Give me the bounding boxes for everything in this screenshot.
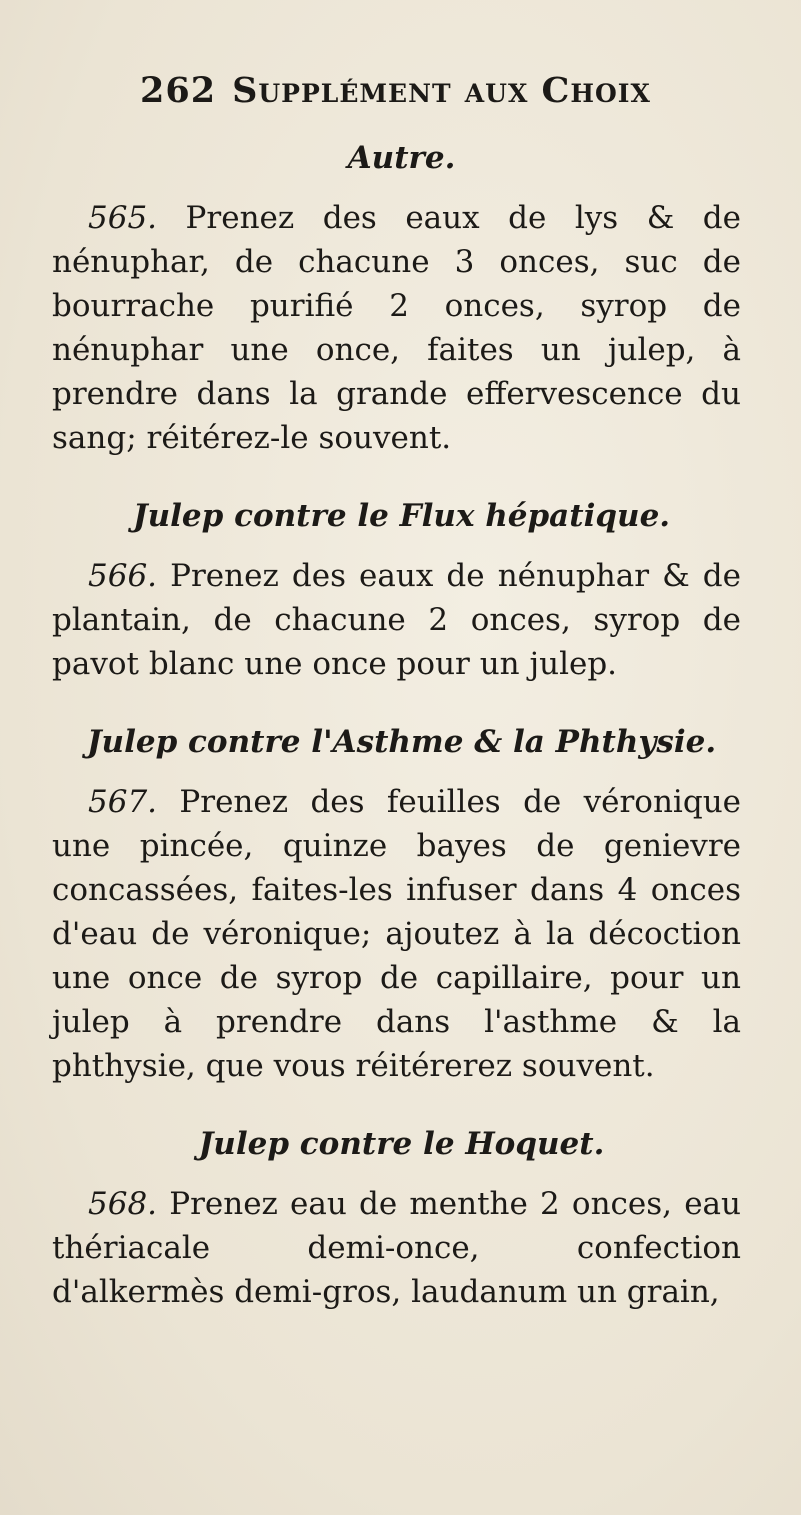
recipe-text: Prenez des feuilles de véronique une pincée, quinze bayes de genievre concassées, faites-les infuser dans 4 onces d'eau de véronique; ajoutez à la décoction une once de syrop de capillaire, pour un julep à prendre dans l'asthme & la phthysie, que vous réitérerez souvent.	[52, 784, 741, 1084]
section-heading: Autre.	[347, 140, 456, 176]
recipe-number: 566.	[88, 558, 158, 594]
running-title: Supplément aux Choix	[232, 70, 651, 111]
recipe-number: 565.	[88, 200, 158, 236]
section-heading: Julep contre le Flux hépatique.	[132, 498, 671, 534]
recipe-paragraph	[52, 554, 741, 686]
recipe-paragraph	[52, 780, 741, 1088]
recipe-text: Prenez eau de menthe 2 onces, eau thériacale demi-once, confection d'alkermès demi-gros, laudanum un grain,	[52, 1186, 741, 1310]
recipe-paragraph	[52, 196, 741, 460]
running-head	[140, 70, 741, 120]
page-number: 262	[140, 70, 217, 111]
recipe-text: Prenez des eaux de lys & de nénuphar, de chacune 3 onces, suc de bourrache purifié 2 onces, syrop de nénuphar une once, faites un julep, à prendre dans la grande effervescence du sang; réitérez-le souvent.	[52, 200, 741, 456]
recipe-paragraph	[52, 1182, 741, 1314]
section-heading: Julep contre l'Asthme & la Phthysie.	[86, 724, 717, 760]
section-heading: Julep contre le Hoquet.	[198, 1126, 605, 1162]
recipe-number: 568.	[88, 1186, 158, 1222]
recipe-text: Prenez des eaux de nénuphar & de plantain, de chacune 2 onces, syrop de pavot blanc une once pour un julep.	[52, 558, 741, 682]
recipe-number: 567.	[88, 784, 158, 820]
